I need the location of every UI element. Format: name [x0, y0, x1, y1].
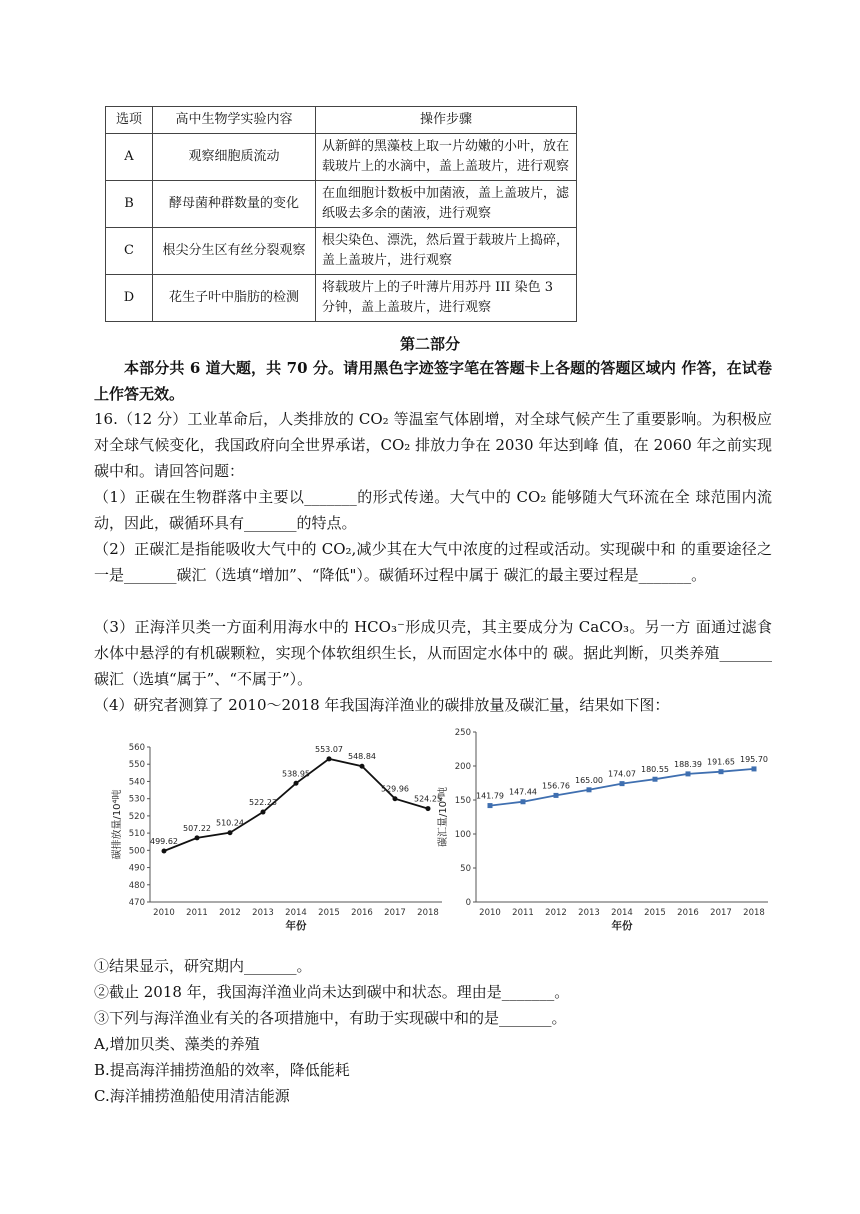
x-tick-label: 2013	[252, 908, 274, 918]
data-point	[554, 793, 559, 798]
x-tick-label: 2011	[512, 908, 534, 918]
question-16-part-1: （1）正碳在生物群落中主要以_______的形式传递。大气中的 CO₂ 能够随大气环流在全 球范围内流动，因此，碳循环具有_______的特点。	[94, 488, 772, 532]
option-b: B.提高海洋捕捞渔船的效率，降低能耗	[94, 1061, 350, 1079]
question-16-part-2: （2）正碳汇是指能吸收大气中的 CO₂,减少其在大气中浓度的过程或活动。实现碳中和 的重要途径之一是_______碳汇（选填“增加”、“降低"）。碳循环过程中属于 碳汇的最主要过程是_______。	[94, 540, 772, 584]
row-option: D	[106, 275, 153, 322]
data-point	[393, 796, 398, 801]
x-tick-label: 2016	[351, 908, 373, 918]
data-label: 507.22	[183, 823, 211, 833]
data-point	[587, 787, 592, 792]
row-option: B	[106, 181, 153, 228]
row-content: 观察细胞质流动	[153, 134, 316, 181]
data-label: 195.70	[740, 754, 768, 764]
data-label: 524.25	[414, 794, 442, 804]
section-instructions: 本部分共 6 道大题，共 70 分。请用黑色字迹签字笔在答题卡上各题的答题区域内 作答，在试卷上作答无效。	[94, 359, 772, 403]
y-tick-label: 520	[128, 811, 145, 822]
data-point	[719, 769, 724, 774]
row-option: C	[106, 228, 153, 275]
x-tick-label: 2015	[318, 908, 340, 918]
data-label: 529.96	[381, 784, 409, 794]
y-tick-label: 540	[128, 777, 145, 788]
row-content: 花生子叶中脂肪的检测	[153, 275, 316, 322]
x-tick-label: 2014	[285, 908, 307, 918]
x-tick-label: 2012	[219, 908, 241, 918]
data-point	[294, 781, 299, 786]
x-tick-label: 2014	[611, 908, 633, 918]
x-tick-label: 2017	[384, 908, 406, 918]
data-label: 141.79	[476, 791, 504, 801]
row-option: A	[106, 134, 153, 181]
data-label: 538.95	[282, 769, 310, 779]
y-tick-label: 530	[128, 794, 145, 805]
x-axis-title: 年份	[611, 920, 633, 932]
header-option: 选项	[106, 107, 153, 134]
question-16-intro: 16.（12 分）工业革命后，人类排放的 CO₂ 等温室气体剧增，对全球气候产生了重要影响。为积极应对全球气候变化，我国政府向全世界承诺，CO₂ 排放力争在 2030 年达到峰 值，在 2060 年之前实现碳中和。请回答问题：	[94, 410, 772, 480]
row-steps: 根尖染色、漂洗，然后置于载玻片上捣碎，盖上盖玻片，进行观察	[316, 228, 577, 275]
data-point	[327, 756, 332, 761]
question-16-part-4: （4）研究者测算了 2010～2018 年我国海洋渔业的碳排放量及碳汇量，结果如下图：	[94, 696, 670, 714]
data-point	[653, 777, 658, 782]
y-tick-label: 510	[128, 829, 145, 840]
data-label: 147.44	[509, 787, 537, 797]
y-tick-label: 100	[454, 830, 471, 840]
y-tick-label: 470	[128, 898, 145, 908]
carbon-emission-chart	[110, 726, 445, 936]
data-label: 180.55	[641, 765, 669, 775]
y-tick-label: 480	[128, 880, 145, 891]
data-point	[261, 810, 266, 815]
row-content: 根尖分生区有丝分裂观察	[153, 228, 316, 275]
data-label: 522.23	[249, 798, 277, 808]
data-point	[426, 806, 431, 811]
data-point	[686, 771, 691, 776]
y-tick-label: 50	[460, 864, 471, 874]
subquestion-3: ③下列与海洋渔业有关的各项措施中，有助于实现碳中和的是_______。	[94, 1009, 567, 1027]
y-tick-label: 560	[128, 743, 145, 753]
data-point	[195, 835, 200, 840]
row-steps: 从新鲜的黑藻枝上取一片幼嫩的小叶，放在载玻片上的水滴中，盖上盖玻片，进行观察	[316, 134, 577, 181]
data-point	[162, 848, 167, 853]
x-tick-label: 2015	[644, 908, 666, 918]
table-row	[106, 134, 577, 181]
header-content: 高中生物学实验内容	[153, 107, 316, 134]
data-label: 553.07	[315, 744, 343, 754]
data-point	[228, 830, 233, 835]
table-row	[106, 228, 577, 275]
carbon-sink-chart	[438, 726, 773, 936]
x-tick-label: 2010	[479, 908, 501, 918]
x-tick-label: 2017	[710, 908, 732, 918]
header-steps: 操作步骤	[316, 107, 577, 134]
y-tick-label: 200	[454, 762, 471, 772]
data-label: 188.39	[674, 759, 702, 769]
x-tick-label: 2012	[545, 908, 567, 918]
data-label: 174.07	[608, 769, 636, 779]
data-point	[620, 781, 625, 786]
data-point	[752, 766, 757, 771]
option-a: A,增加贝类、藻类的养殖	[94, 1035, 260, 1053]
data-label: 548.84	[348, 752, 376, 762]
x-tick-label: 2011	[186, 908, 208, 918]
section-title: 第二部分	[399, 335, 460, 353]
data-label: 165.00	[575, 775, 603, 785]
data-point	[488, 803, 493, 808]
option-c: C.海洋捕捞渔船使用清洁能源	[94, 1087, 290, 1105]
experiment-table	[105, 106, 577, 322]
data-label: 499.62	[150, 836, 178, 846]
table-row	[106, 275, 577, 322]
data-point	[521, 799, 526, 804]
x-tick-label: 2018	[417, 908, 439, 918]
data-label: 191.65	[707, 757, 735, 767]
subquestion-2: ②截止 2018 年，我国海洋渔业尚未达到碳中和状态。理由是_______。	[94, 983, 570, 1001]
row-content: 酵母菌种群数量的变化	[153, 181, 316, 228]
x-tick-label: 2016	[677, 908, 699, 918]
row-steps: 将载玻片上的子叶薄片用苏丹 III 染色 3 分钟，盖上盖玻片，进行观察	[316, 275, 577, 322]
data-label: 156.76	[542, 781, 570, 791]
subquestion-1: ①结果显示，研究期内_______。	[94, 957, 312, 975]
x-axis-title: 年份	[285, 920, 307, 932]
row-steps: 在血细胞计数板中加菌液，盖上盖玻片，滤纸吸去多余的菌液，进行观察	[316, 181, 577, 228]
x-tick-label: 2010	[153, 908, 175, 918]
y-axis-title: 碳汇量/10⁴吨	[438, 786, 449, 848]
y-tick-label: 550	[128, 760, 145, 771]
y-tick-label: 500	[128, 846, 145, 857]
y-tick-label: 250	[454, 728, 471, 738]
y-tick-label: 0	[465, 898, 471, 908]
question-16-part-3: （3）正海洋贝类一方面利用海水中的 HCO₃⁻形成贝壳，其主要成分为 CaCO₃。另一方 面通过滤食水体中悬浮的有机碳颗粒，实现个体软组织生长，从而固定水体中的 碳。据此判断，贝类养殖_______ 碳汇（选填“属于”、“不属于”）。	[94, 618, 772, 688]
y-tick-label: 150	[454, 796, 471, 806]
data-label: 510.24	[216, 818, 244, 828]
table-row	[106, 181, 577, 228]
y-tick-label: 490	[128, 863, 145, 874]
x-tick-label: 2013	[578, 908, 600, 918]
x-tick-label: 2018	[743, 908, 765, 918]
data-point	[360, 764, 365, 769]
y-axis-title: 碳排放量/10⁴吨	[112, 789, 123, 860]
